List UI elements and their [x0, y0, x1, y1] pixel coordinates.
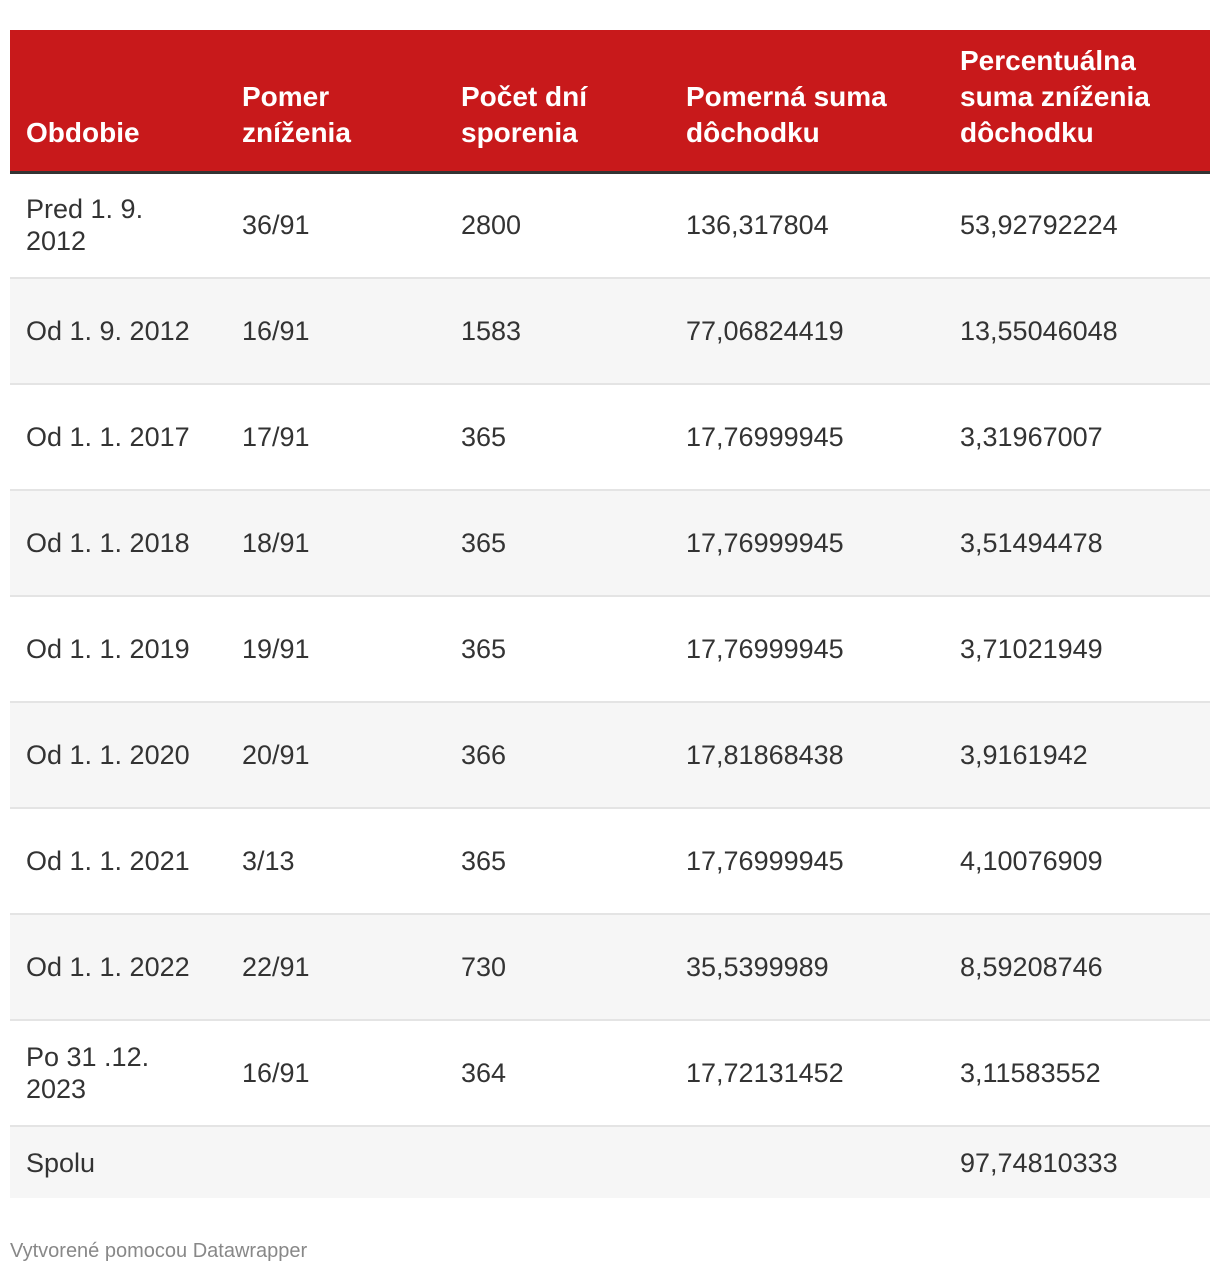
total-cell [226, 1126, 445, 1198]
column-header-percentualna-suma[interactable]: Percentuálna suma zníženia dôchodku [944, 30, 1210, 172]
cell-pomer: 16/91 [226, 1020, 445, 1126]
total-cell [670, 1126, 944, 1198]
cell-percentualna-suma: 53,92792224 [944, 172, 1210, 278]
cell-pomerna-suma: 136,317804 [670, 172, 944, 278]
cell-pomerna-suma: 17,76999945 [670, 808, 944, 914]
cell-obdobie: Od 1. 1. 2020 [10, 702, 226, 808]
cell-pocet-dni: 365 [445, 384, 670, 490]
cell-pocet-dni: 366 [445, 702, 670, 808]
table-header-row [10, 30, 1210, 172]
column-header-pomer-znizenia[interactable]: Pomer zníženia [226, 30, 445, 172]
table-row [10, 596, 1210, 702]
cell-pomer: 17/91 [226, 384, 445, 490]
cell-obdobie: Od 1. 1. 2018 [10, 490, 226, 596]
table-total-row [10, 1126, 1210, 1198]
column-header-obdobie[interactable]: Obdobie [10, 30, 226, 172]
cell-percentualna-suma: 3,71021949 [944, 596, 1210, 702]
cell-obdobie: Od 1. 1. 2017 [10, 384, 226, 490]
credit-footer: Vytvorené pomocou Datawrapper [10, 1240, 308, 1262]
table-row [10, 1020, 1210, 1126]
table-row [10, 490, 1210, 596]
cell-percentualna-suma: 3,11583552 [944, 1020, 1210, 1126]
total-cell: 97,74810333 [960, 1147, 1118, 1178]
cell-pocet-dni: 730 [445, 914, 670, 1020]
table-row [10, 914, 1210, 1020]
cell-pomerna-suma: 17,76999945 [670, 384, 944, 490]
cell-percentualna-suma: 3,9161942 [944, 702, 1210, 808]
data-table-container [10, 30, 1210, 1198]
cell-pomer: 3/13 [226, 808, 445, 914]
cell-pocet-dni: 1583 [445, 278, 670, 384]
table-row [10, 172, 1210, 278]
cell-pomer: 19/91 [226, 596, 445, 702]
cell-pomer: 22/91 [226, 914, 445, 1020]
total-cell [445, 1126, 670, 1198]
table-body [10, 172, 1210, 1198]
data-table [10, 30, 1210, 1198]
cell-pomerna-suma: 17,76999945 [670, 596, 944, 702]
cell-pocet-dni: 364 [445, 1020, 670, 1126]
cell-pomerna-suma: 17,76999945 [670, 490, 944, 596]
cell-pomer: 16/91 [226, 278, 445, 384]
cell-pomerna-suma: 77,06824419 [670, 278, 944, 384]
cell-pocet-dni: 365 [445, 808, 670, 914]
cell-obdobie: Od 1. 9. 2012 [10, 278, 226, 384]
cell-pomerna-suma: 35,5399989 [670, 914, 944, 1020]
cell-pocet-dni: 365 [445, 490, 670, 596]
cell-obdobie: Od 1. 1. 2022 [10, 914, 226, 1020]
cell-pomer: 18/91 [226, 490, 445, 596]
cell-percentualna-suma: 8,59208746 [944, 914, 1210, 1020]
column-header-pomerna-suma[interactable]: Pomerná suma dôchodku [670, 30, 944, 172]
column-header-pocet-dni[interactable]: Počet dní sporenia [445, 30, 670, 172]
cell-obdobie: Od 1. 1. 2021 [10, 808, 226, 914]
cell-obdobie: Po 31 .12. 2023 [10, 1020, 226, 1126]
cell-percentualna-suma: 13,55046048 [944, 278, 1210, 384]
cell-pomer: 36/91 [226, 172, 445, 278]
cell-pomer: 20/91 [226, 702, 445, 808]
cell-pocet-dni: 2800 [445, 172, 670, 278]
table-row [10, 278, 1210, 384]
cell-pomerna-suma: 17,72131452 [670, 1020, 944, 1126]
cell-percentualna-suma: 3,51494478 [944, 490, 1210, 596]
table-row [10, 808, 1210, 914]
table-row [10, 702, 1210, 808]
cell-percentualna-suma: 3,31967007 [944, 384, 1210, 490]
cell-pomerna-suma: 17,81868438 [670, 702, 944, 808]
cell-percentualna-suma: 4,10076909 [944, 808, 1210, 914]
total-label: Spolu [26, 1147, 96, 1178]
cell-obdobie: Pred 1. 9. 2012 [10, 172, 226, 278]
cell-pocet-dni: 365 [445, 596, 670, 702]
table-row [10, 384, 1210, 490]
cell-obdobie: Od 1. 1. 2019 [10, 596, 226, 702]
